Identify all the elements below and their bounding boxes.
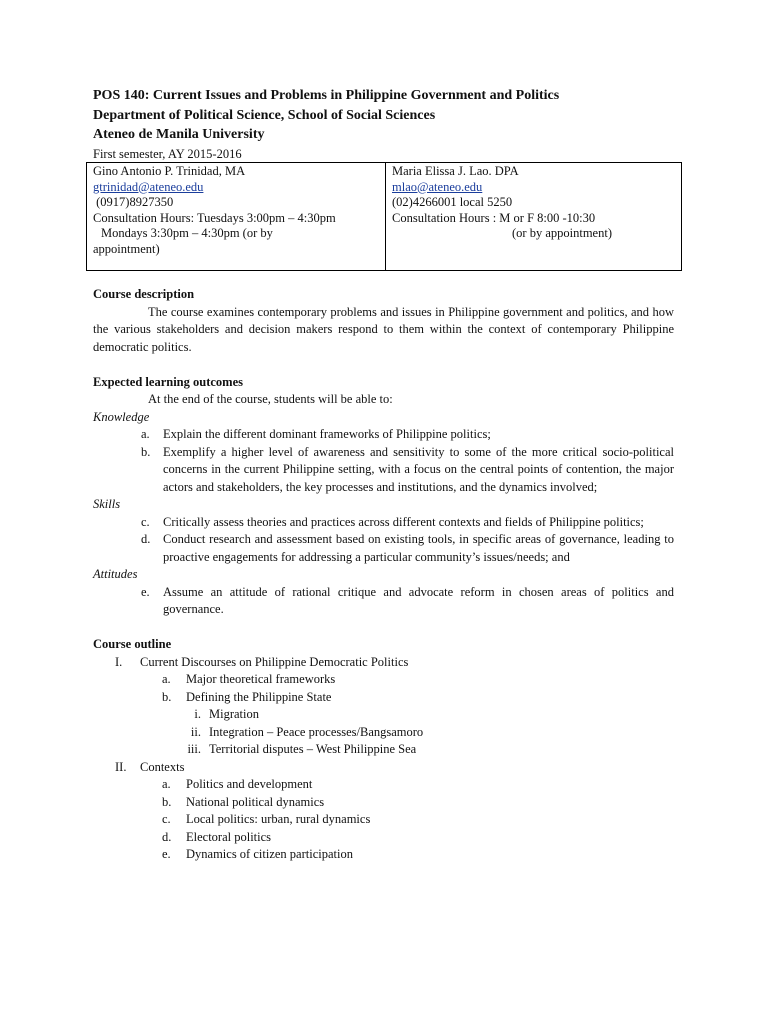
- instructors-table: [86, 162, 682, 271]
- instructor-name: Gino Antonio P. Trinidad, MA: [93, 164, 246, 178]
- semester-label: First semester, AY 2015-2016: [93, 146, 242, 161]
- list-marker: e.: [141, 584, 150, 599]
- list-marker: a.: [141, 427, 150, 441]
- consultation-hours: Mondays 3:30pm – 4:30pm (or by: [101, 226, 273, 240]
- outline-marker: e.: [162, 847, 171, 861]
- outline-marker: I.: [115, 654, 123, 669]
- list-item-text: Critically assess theories and practices across different contexts and fields of Philippine politics;: [163, 514, 644, 529]
- outline-item: [93, 829, 674, 847]
- outline-subitem: [93, 724, 674, 742]
- outline-item-text: Dynamics of citizen participation: [186, 847, 353, 861]
- outline-marker: c.: [162, 812, 171, 826]
- outline-section-title: Current Discourses on Philippine Democratic Politics: [140, 654, 409, 669]
- list-item-text: Explain the different dominant frameworks of Philippine politics;: [163, 427, 491, 441]
- list-marker: c.: [141, 514, 150, 529]
- section-heading: Course outline: [93, 637, 172, 651]
- description-paragraph: The course examines contemporary problems and issues in Philippine government and politics, and how the various stakeholders and decision makers respond to them within the context of contemporary Philippine democratic politics.: [93, 304, 674, 354]
- section-heading: Expected learning outcomes: [93, 374, 243, 389]
- list-item: [93, 531, 674, 566]
- outline-item: [93, 776, 674, 794]
- outline-subitem: [93, 741, 674, 759]
- outline-item-text: Politics and development: [186, 777, 313, 791]
- outline-marker: i.: [194, 707, 201, 721]
- list-marker: b.: [141, 444, 151, 459]
- outline-item-text: Local politics: urban, rural dynamics: [186, 812, 371, 826]
- instructor-email-link[interactable]: mlao@ateneo.edu: [392, 179, 483, 194]
- outline-marker: iii.: [187, 742, 201, 756]
- department-name: Department of Political Science, School of Social Sciences: [93, 107, 436, 123]
- list-item-text: Conduct research and assessment based on existing tools, in specific areas of governance, leading to proactive engagements for addressing a particular community’s issues/needs; and: [163, 532, 674, 564]
- outline-item: [93, 794, 674, 812]
- outline-item: [93, 846, 674, 864]
- outcomes-intro: At the end of the course, students will be able to:: [148, 392, 393, 406]
- syllabus-body: [93, 286, 674, 864]
- outline-subitem-text: Integration – Peace processes/Bangsamoro: [209, 724, 424, 739]
- list-marker: d.: [141, 532, 151, 546]
- outline-item-text: Defining the Philippine State: [186, 689, 332, 704]
- outline-section: [93, 759, 674, 777]
- category-label: Knowledge: [93, 409, 150, 424]
- list-item: [93, 584, 674, 619]
- outline-marker: b.: [162, 689, 172, 704]
- outline-item: [93, 811, 674, 829]
- course-title: POS 140: Current Issues and Problems in Philippine Government and Politics: [93, 88, 560, 103]
- instructor-phone: (02)4266001 local 5250: [392, 195, 513, 209]
- outline-section: [93, 654, 674, 672]
- outline-item-text: National political dynamics: [186, 794, 325, 809]
- university-name: Ateneo de Manila University: [93, 127, 265, 142]
- consultation-hours: Consultation Hours: Tuesdays 3:00pm – 4:30pm: [93, 210, 336, 225]
- instructor-cell: [386, 163, 682, 271]
- outline-marker: ii.: [190, 724, 201, 739]
- instructor-cell: [87, 163, 386, 271]
- consultation-hours: Consultation Hours : M or F 8:00 -10:30: [392, 210, 596, 225]
- outline-marker: d.: [162, 829, 172, 844]
- outline-section-title: Contexts: [140, 759, 185, 774]
- list-item: [93, 514, 674, 532]
- outline-marker: a.: [162, 777, 171, 791]
- outline-subitem-text: Territorial disputes – West Philippine Sea: [209, 742, 417, 756]
- category-label: Skills: [93, 497, 121, 511]
- outline-marker: b.: [162, 794, 172, 809]
- outline-item-text: Electoral politics: [186, 829, 272, 844]
- instructor-name: Maria Elissa J. Lao. DPA: [392, 164, 519, 178]
- section-heading: Course description: [93, 287, 195, 301]
- outline-item: [93, 689, 674, 707]
- outline-item: [93, 671, 674, 689]
- outline-marker: II.: [115, 759, 127, 774]
- list-item-text: Exemplify a higher level of awareness and sensitivity to some of the more critical socio-political concerns in the current Philippine setting, with a focus on the central points of contention, the major actors and stakeholders, the key processes and institutions, and the dynamics involved;: [163, 444, 674, 494]
- course-header: [93, 86, 693, 163]
- instructor-email-link[interactable]: gtrinidad@ateneo.edu: [93, 179, 204, 194]
- list-item-text: Assume an attitude of rational critique and advocate reform in chosen areas of politics and governance.: [163, 584, 674, 616]
- category-label: Attitudes: [93, 567, 138, 581]
- consultation-hours: appointment): [93, 241, 160, 256]
- instructor-phone: (0917)8927350: [93, 195, 174, 209]
- list-item: [93, 426, 674, 444]
- consultation-hours: (or by appointment): [512, 226, 612, 240]
- outline-subitem: [93, 706, 674, 724]
- outline-item-text: Major theoretical frameworks: [186, 672, 336, 686]
- outline-subitem-text: Migration: [209, 707, 259, 721]
- list-item: [93, 444, 674, 497]
- outline-marker: a.: [162, 672, 171, 686]
